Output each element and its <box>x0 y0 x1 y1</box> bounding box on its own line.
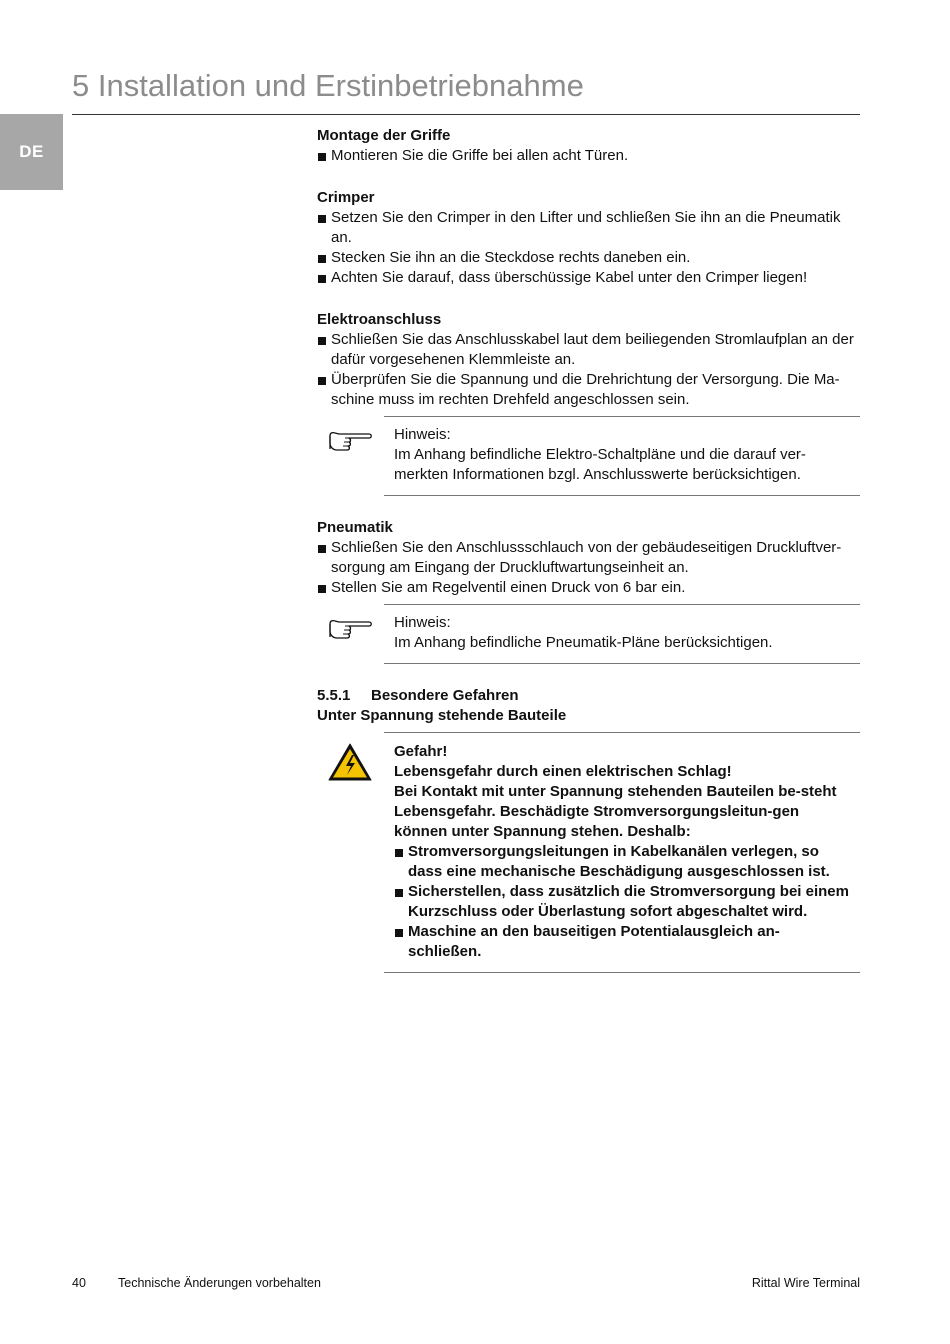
footer-product: Rittal Wire Terminal <box>751 1276 860 1290</box>
danger-box <box>384 732 860 973</box>
list-item: Stellen Sie am Regelventil einen Druck von 6 bar ein. <box>317 578 860 598</box>
chapter-title: 5 Installation und Erstinbetriebnahme <box>72 68 584 103</box>
pointing-hand-icon <box>327 615 373 641</box>
bullet-square-icon <box>318 545 326 553</box>
bullet-square-icon <box>395 929 403 937</box>
subsection-subheading: Unter Spannung stehende Bauteile <box>317 707 567 724</box>
list-item: Stecken Sie ihn an die Steckdose rechts daneben ein. <box>317 248 860 268</box>
danger-headline: Lebensgefahr durch einen elektrischen Schlag! <box>394 763 732 780</box>
note-text: Im Anhang befindliche Elektro-Schaltpläne und die darauf ver-merkten Informationen bzgl. Anschlusswerte berücksichtigen. <box>394 446 806 483</box>
bullet-list <box>317 538 860 598</box>
list-item: Sicherstellen, dass zusätzlich die Stromversorgung bei einem Kurzschluss oder Überlastung sofort abgeschaltet wird. <box>394 882 852 922</box>
bullet-square-icon <box>318 377 326 385</box>
list-item: Schließen Sie das Anschlusskabel laut dem beiliegenden Stromlaufplan an der dafür vorgesehenen Klemmleiste an. <box>317 330 860 370</box>
bullet-list <box>317 146 860 166</box>
danger-text: Bei Kontakt mit unter Spannung stehenden Bauteilen be-steht Lebensgefahr. Beschädigte Stromversorgungsleitun-gen können unter Spannung stehen. Deshalb: <box>394 783 837 840</box>
danger-label: Gefahr! <box>394 743 448 760</box>
note-text: Im Anhang befindliche Pneumatik-Pläne berücksichtigen. <box>394 634 773 651</box>
note-box <box>384 604 860 664</box>
note-label: Hinweis: <box>394 614 451 631</box>
section-heading: Crimper <box>317 189 375 206</box>
section-heading: Montage der Griffe <box>317 127 451 144</box>
bullet-square-icon <box>318 337 326 345</box>
main-content <box>317 126 860 995</box>
bullet-square-icon <box>395 889 403 897</box>
subsection-number: 5.5.1 <box>317 687 351 704</box>
bullet-list <box>317 208 860 288</box>
footer-disclaimer: Technische Änderungen vorbehalten <box>118 1276 321 1290</box>
title-divider <box>72 114 860 115</box>
bullet-square-icon <box>395 849 403 857</box>
language-tab: DE <box>0 114 63 190</box>
list-item: Setzen Sie den Crimper in den Lifter und schließen Sie ihn an die Pneumatik an. <box>317 208 860 248</box>
bullet-square-icon <box>318 275 326 283</box>
bullet-list <box>317 330 860 410</box>
bullet-square-icon <box>318 215 326 223</box>
subsection-heading <box>317 686 860 706</box>
section-pneumatik <box>317 518 860 664</box>
danger-bullet-list <box>394 842 852 962</box>
list-item: Maschine an den bauseitigen Potentialausgleich an-schließen. <box>394 922 852 962</box>
note-box <box>384 416 860 496</box>
section-griffe <box>317 126 860 166</box>
section-besondere-gefahren <box>317 686 860 973</box>
subsection-title: Besondere Gefahren <box>371 687 519 704</box>
list-item: Überprüfen Sie die Spannung und die Drehrichtung der Versorgung. Die Ma-schine muss im rechten Drehfeld angeschlossen sein. <box>317 370 860 410</box>
list-item: Montieren Sie die Griffe bei allen acht Türen. <box>317 146 860 166</box>
section-heading: Pneumatik <box>317 519 393 536</box>
high-voltage-warning-icon <box>327 742 373 782</box>
bullet-square-icon <box>318 255 326 263</box>
list-item: Schließen Sie den Anschlussschlauch von der gebäudeseitigen Druckluftver-sorgung am Eingang der Druckluftwartungseinheit an. <box>317 538 860 578</box>
section-elektroanschluss <box>317 310 860 496</box>
note-label: Hinweis: <box>394 426 451 443</box>
section-crimper <box>317 188 860 288</box>
list-item: Achten Sie darauf, dass überschüssige Kabel unter den Crimper liegen! <box>317 268 860 288</box>
bullet-square-icon <box>318 585 326 593</box>
pointing-hand-icon <box>327 427 373 453</box>
list-item: Stromversorgungsleitungen in Kabelkanälen verlegen, so dass eine mechanische Beschädigung ausgeschlossen ist. <box>394 842 852 882</box>
section-heading: Elektroanschluss <box>317 311 442 328</box>
page-number: 40 <box>72 1276 86 1290</box>
bullet-square-icon <box>318 153 326 161</box>
